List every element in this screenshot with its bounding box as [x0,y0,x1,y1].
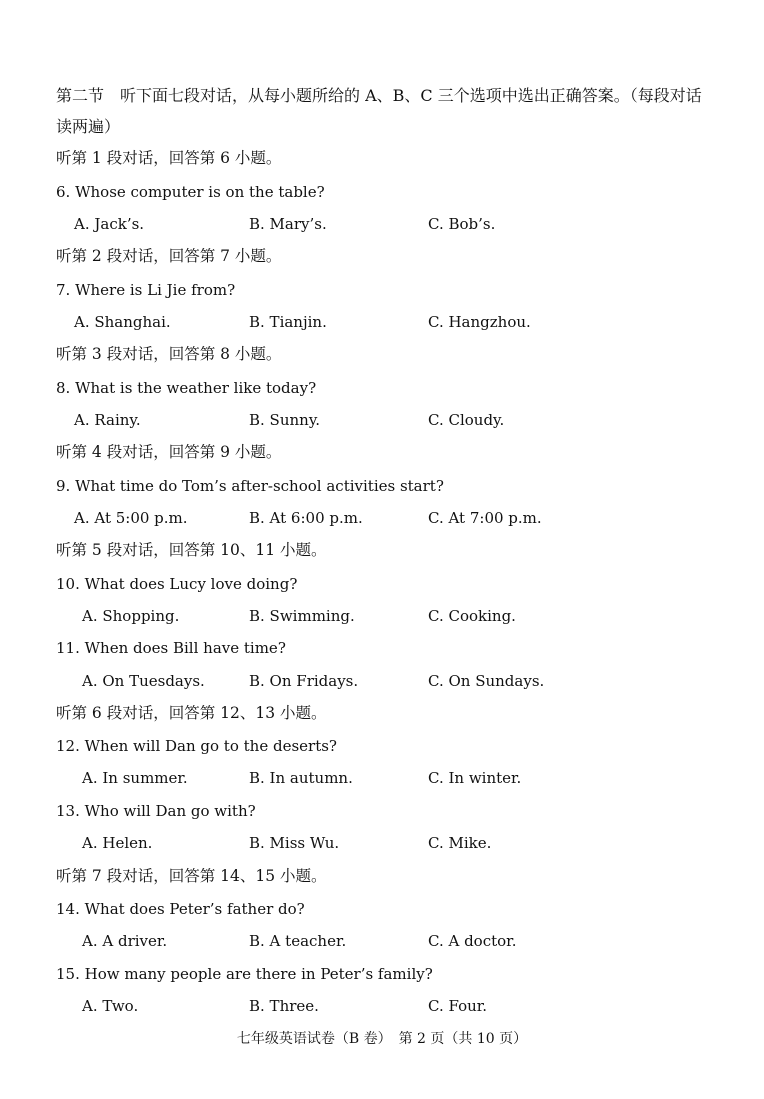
option-a: A. Two. [82,997,139,1015]
option-a: A. In summer. [82,769,188,787]
option-c: C. Cloudy. [428,411,505,429]
question-text: 14. What does Peter’s father do? [56,900,305,918]
option-c: C. At 7:00 p.m. [428,509,542,527]
option-c: C. On Sundays. [428,672,545,690]
option-b: B. Sunny. [249,411,321,429]
option-b: B. A teacher. [249,932,347,950]
option-b: B. Mary’s. [249,215,327,233]
section-heading: 第二节 听下面七段对话，从每小题所给的 A、B、C 三个选项中选出正确答案。（每段对话读两遍） [56,86,702,136]
option-c: C. Cooking. [428,607,516,625]
option-c: C. In winter. [428,769,522,787]
dialogue-instruction: 听第 4 段对话，回答第 9 小题。 [56,443,282,461]
option-a: A. Rainy. [74,411,141,429]
question-text: 10. What does Lucy love doing? [56,575,298,593]
dialogue-instruction: 听第 3 段对话，回答第 8 小题。 [56,345,282,363]
page-footer: 七年级英语试卷（B 卷） 第 2 页（共 10 页） [236,1031,528,1047]
question-text: 9. What time do Tom’s after-school activities start? [56,477,444,495]
option-a: A. On Tuesdays. [82,672,205,690]
option-b: B. Miss Wu. [249,834,340,852]
question-text: 15. How many people are there in Peter’s family? [56,965,433,983]
dialogue-instruction: 听第 7 段对话，回答第 14、15 小题。 [56,867,327,885]
dialogue-instruction: 听第 5 段对话，回答第 10、11 小题。 [56,541,327,559]
option-b: B. In autumn. [249,769,353,787]
option-a: A. Helen. [82,834,153,852]
option-a: A. Jack’s. [74,215,145,233]
question-text: 6. Whose computer is on the table? [56,183,325,201]
option-a: A. At 5:00 p.m. [74,509,188,527]
dialogue-instruction: 听第 2 段对话，回答第 7 小题。 [56,247,282,265]
option-c: C. Mike. [428,834,492,852]
option-b: B. Swimming. [249,607,355,625]
question-text: 8. What is the weather like today? [56,379,317,397]
question-text: 11. When does Bill have time? [56,639,286,657]
option-c: C. A doctor. [428,932,517,950]
option-b: B. At 6:00 p.m. [249,509,363,527]
option-a: A. Shanghai. [74,313,171,331]
option-a: A. Shopping. [82,607,180,625]
dialogue-instruction: 听第 6 段对话，回答第 12、13 小题。 [56,704,327,722]
option-b: B. Tianjin. [249,313,327,331]
option-c: C. Hangzhou. [428,313,531,331]
dialogue-instruction: 听第 1 段对话，回答第 6 小题。 [56,149,282,167]
option-a: A. A driver. [82,932,168,950]
option-c: C. Four. [428,997,488,1015]
question-text: 7. Where is Li Jie from? [56,281,236,299]
option-b: B. On Fridays. [249,672,359,690]
question-text: 12. When will Dan go to the deserts? [56,737,337,755]
option-c: C. Bob’s. [428,215,496,233]
question-text: 13. Who will Dan go with? [56,802,256,820]
option-b: B. Three. [249,997,319,1015]
